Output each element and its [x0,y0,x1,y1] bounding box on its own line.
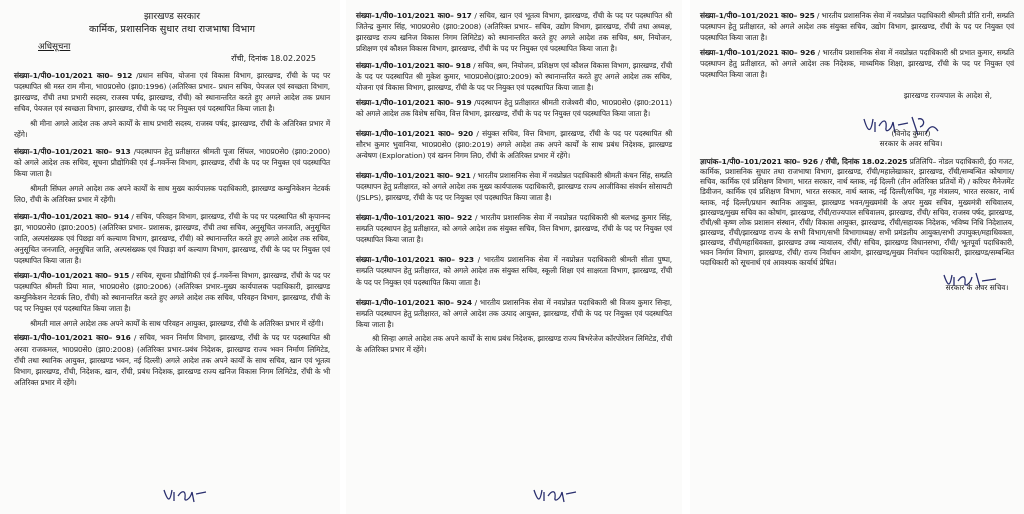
order-paragraph: संख्या–1/पी0–101/2021 का0– 921 / भारतीय प्रशासनिक सेवा में नवप्रोन्नत पदाधिकारी श्रीमती कंचन सिंह, सम्प्रति पदस्थापन हेतु प्रतीक्षारत, को अगले आदेश तक मुख्य कार्यपालक पदाधिकारी, झारखण्ड राज्य आजीविका संवर्धन सोसायटी (JSLPS), झारखण्ड, राँची के पद पर नियुक्त एवं पदस्थापित किया जाता है। [356,171,672,203]
order-paragraph: संख्या–1/पी0–101/2021 का0– 918 / सचिव, श्रम, नियोजन, प्रशिक्षण एवं कौशल विकास विभाग, झारखण्ड, राँची के पद पर पदस्थापित श्री मुकेश कुमार, भा0प्र0से0(झा0:2009) को स्थानान्तरित करते हुए अगले आदेश तक सचिव, योजना एवं विकास विभाग, झारखण्ड, राँची के पद पर नियुक्त एवं पदस्थापित किया जाता है। [356,61,673,93]
signature-initials [160,484,210,506]
signatory-name: (विनोद कुमार) [891,128,931,138]
notification-sheet-2 [346,0,682,514]
order-paragraph: श्रीमती सिंघल अगले आदेश तक अपने कार्यों के साथ मुख्य कार्यपालक पदाधिकारी, झारखण्ड कम्युनिकेशन नेटवर्क लि0, राँची के अतिरिक्त प्रभार में रहेंगी। [14,184,330,205]
order-paragraph: संख्या–1/पी0–101/2021 का0– 924 / भारतीय प्रशासनिक सेवा में नवप्रोन्नत पदाधिकारी श्री विजय कुमार सिन्हा, सम्प्रति पदस्थापन हेतु प्रतीक्षारत, को अगले आदेश तक उत्पाद आयुक्त, झारखण्ड, राँची के पद पर नियुक्त एवं पदस्थापित किया जाता है। [356,297,672,329]
notification-sheet-3 [690,0,1024,514]
copy-signatory-title: सरकार के अवर सचिव। [945,282,1009,292]
order-paragraph: संख्या–1/पी0–101/2021 का0– 917 / सचिव, खान एवं भूतत्व विभाग, झारखण्ड, राँची के पद पर पदस्थापित श्री जितेन्द्र कुमार सिंह, भा0प्र0से0 (झा0:2008) (अतिरिक्त प्रभार– सचिव, उद्योग विभाग, झारखण्ड, राँची तथा अध्यक्ष, झारखण्ड राज्य खनिज विकास निगम लिमिटेड) को स्थानान्तरित करते हुए अगले आदेश तक सचिव, श्रम, नियोजन, प्रशिक्षण एवं कौशल विकास विभाग, झारखण्ड, राँची के पद पर नियुक्त एवं पदस्थापित किया जाता है। [356,11,672,54]
copy-distribution-paragraph: ज्ञापांक–1/पी0–101/2021 का0– 926 / राँची, दिनांक 18.02.2025 प्रतिलिपि– नोडल पदाधिकारी, ई0 गजट, कार्मिक, प्रशासनिक सुधार तथा राजभाषा विभाग, झारखण्ड, राँची/महालेखाकार, झारखण्ड, राँची/सम्बन्धित कोषागार/ सचिव, कार्मिक एवं प्रशिक्षण विभाग, भारत सरकार, नार्थ ब्लाक, नई दिल्ली (तीन अतिरिक्त प्रतियों में) / करियर मैनेजमेंट डिवीजन, कार्मिक एवं प्रशिक्षण विभाग, भारत सरकार, नार्थ ब्लाक, नई दिल्ली/सचिव, गृह मंत्रालय, भारत सरकार, नार्थ ब्लाक, नई दिल्ली/प्रधान स्थानिक आयुक्त, झारखण्ड भवन/मुख्यमंत्री के अपर मुख्य सचिव, मुख्यमंत्री सचिवालय, झारखण्ड/मुख्य सचिव का कोषांग, झारखण्ड, राँची/राज्यपाल सचिवालय, झारखण्ड, राँची/ सचिव, राजस्व पर्षद, झारखण्ड, राँची/श्री कृष्ण लोक प्रशासन संस्थान, राँची/ विकास आयुक्त, झारखण्ड, राँची/सहायक निदेशक, भविष्य निधि निदेशालय, झारखण्ड, राँची/झारखण्ड राज्य के सभी विभाग/सभी विभागाध्यक्ष/ सभी प्रमंडलीय आयुक्त/सभी उपायुक्त/महाधिवक्ता, झारखण्ड, राँची/महाधिवक्ता, झारखण्ड उच्च न्यायालय, राँची/ सचिव, झारखण्ड विधानसभा, राँची/ भूतपूर्वा पदाधिकारी, भवन निर्माण विभाग, झारखण्ड, राँची/ राज्य निर्वाचन आयोग, झारखण्ड/मुख्य निर्वाचन पदाधिकारी, झारखण्ड/सम्बन्धित पदाधिकारी को सूचनार्थ एवं आवश्यक कार्यार्थ प्रेषित। [700,156,1015,268]
order-paragraph: संख्या–1/पी0–101/2021 का0– 919 /पदस्थापन हेतु प्रतीक्षारत श्रीमती राजेश्वरी बी0, भा0प्र0से0 (झा0:2011) को अगले आदेश तक विशेष सचिव, वित्त विभाग, झारखण्ड, राँची के पद पर नियुक्त एवं पदस्थापित किया जाता है। [356,97,673,118]
order-paragraph: श्री सिन्हा अगले आदेश तक अपने कार्यों के साथ प्रबंध निदेशक, झारखण्ड राज्य बिभरेजेज कॉरपोरेशन लिमिटेड, राँची के अतिरिक्त प्रभार में रहेंगे। [356,334,672,355]
order-paragraph: संख्या–1/पी0–101/2021 का0– 914 / सचिव, परिवहन विभाग, झारखण्ड, राँची के पद पर पदस्थापित श्री कृपानन्द झा, भा0प्र0से0 (झा0:2005) (अतिरिक्त प्रभार– प्रशासक, झारखण्ड, राँची तथा सचिव, अनुसूचित जनजाति, अनुसूचित जाति, अल्पसंख्यक एवं पिछड़ा वर्ग कल्याण विभाग, झारखण्ड, राँची) को स्थानान्तरित करते हुए अगले आदेश तक सचिव, अनुसूचित जनजाति, अनुसूचित जाति, अल्पसंख्यक एवं पिछड़ा वर्ग कल्याण विभाग, झारखण्ड, राँची के पद पर नियुक्त एवं पदस्थापित किया जाता है। [14,212,330,266]
order-paragraph: संख्या–1/पी0–101/2021 का0– 916 / सचिव, भवन निर्माण विभाग, झारखण्ड, राँची के पद पर पदस्थापित श्री अरवा राजकमल, भा0प्र0से0 (झा0:2008) (अतिरिक्त प्रभार–प्रबंध निदेशक, झारखण्ड राज्य भवन निर्माण लिमिटेड, राँची तथा स्थानिक आयुक्त, झारखण्ड भवन, नई दिल्ली) अगले आदेश तक अपने कार्यों के साथ सचिव, खान एवं भूतत्व विभाग, झारखण्ड, राँची, निदेशक, खान, राँची, प्रबंध निदेशक, झारखण्ड राज्य खनिज विकास निगम लिमिटेड, राँची के भी अतिरिक्त प्रभार में रहेंगे। [14,333,330,387]
order-paragraph: संख्या–1/पी0–101/2021 का0– 912 /प्रधान सचिव, योजना एवं विकास विभाग, झारखण्ड, राँची के पद पर पदस्थापित श्री मस्त राम मीना, भा0प्र0से0 (झा0:1996) (अतिरिक्त प्रभार– प्रधान सचिव, पेयजल एवं स्वच्छता विभाग, झारखण्ड, राँची तथा प्रभारी सदस्य, राजस्व पर्षद, झारखण्ड, राँची) को स्थानान्तरित करते हुए अगले आदेश तक प्रधान सचिव, पेयजल एवं स्वच्छता विभाग, झारखण्ड, राँची के पद पर नियुक्त एवं पदस्थापित किया जाता है। [14,71,331,114]
letterhead [14,10,330,36]
notification-sheet-1 [0,0,340,514]
order-paragraph: श्रीमती माल अगले आदेश तक अपने कार्यों के साथ परिवहन आयुक्त, झारखण्ड, राँची के अतिरिक्त प्रभार में रहेंगी। [30,318,324,328]
order-paragraph: संख्या–1/पी0–101/2021 का0– 925 / भारतीय प्रशासनिक सेवा में नवप्रोन्नत पदाधिकारी श्रीमती प्रीति रानी, सम्प्रति पदस्थापन हेतु प्रतीक्षारत, को अगले आदेश तक संयुक्त सचिव, उद्योग विभाग, झारखण्ड, राँची के पद पर नियुक्त एवं पदस्थापित किया जाता है। [700,11,1014,43]
by-order-line: झारखण्ड राज्यपाल के आदेश से, [903,90,992,100]
signature-initials [530,484,580,506]
order-paragraph: संख्या–1/पी0–101/2021 का0– 920 / संयुक्त सचिव, वित्त विभाग, झारखण्ड, राँची के पद पर पदस्थापित श्री सौरभ कुमार भुवानिया, भा0प्र0से0 (झा0:2019) अगले आदेश तक अपने कार्यों के साथ प्रबंध निदेशक, झारखण्ड अन्वेषण (Exploration) एवं खनन निगम लि0, राँची के अतिरिक्त प्रभार में रहेंगे। [356,129,672,161]
copy-signature-block [700,269,1014,299]
order-paragraph: संख्या–1/पी0–101/2021 का0– 915 / सचिव, सूचना प्रौद्योगिकी एवं ई–गवर्नेन्स विभाग, झारखण्ड, राँची के पद पर पदस्थापित श्रीमती प्रिया माल, भा0प्र0से0 (झा0:2006) (अतिरिक्त प्रभार–मुख्य कार्यपालक पदाधिकारी, झारखण्ड कम्युनिकेशन नेटवर्क लि0, राँची) को स्थानान्तरित करते हुए अगले आदेश तक सचिव, परिवहन विभाग, झारखण्ड, राँची के पद पर नियुक्त एवं पदस्थापित किया जाता है। [14,271,330,314]
order-paragraph: संख्या–1/पी0–101/2021 का0– 923 / भारतीय प्रशासनिक सेवा में नवप्रोन्नत पदाधिकारी श्रीमती सीता पुष्पा, सम्प्रति पदस्थापन हेतु प्रतीक्षारत, को अगले आदेश तक संयुक्त सचिव, स्कूली शिक्षा एवं साक्षरता विभाग, झारखण्ड, राँची के पद पर नियुक्त एवं पदस्थापित किया जाता है। [356,255,672,287]
document-date: राँची, दिनांक 18.02.2025 [231,54,316,63]
order-paragraph: संख्या–1/पी0–101/2021 का0– 926 / भारतीय प्रशासनिक सेवा में नवप्रोन्नत पदाधिकारी श्री प्रभात कुमार, सम्प्रति पदस्थापन हेतु प्रतीक्षारत, को अगले आदेश तक निदेशक, माध्यमिक शिक्षा, झारखण्ड, राँची के पद पर नियुक्त एवं पदस्थापित किया जाता है। [700,47,1014,79]
order-paragraph: श्री मीना अगले आदेश तक अपने कार्यों के साथ प्रभारी सदस्य, राजस्व पर्षद, झारखण्ड, राँची के अतिरिक्त प्रभार में रहेंगे। [14,118,330,139]
department-name: कार्मिक, प्रशासनिक सुधार तथा राजभाषा विभाग [89,24,255,35]
government-name: झारखण्ड सरकार [144,11,200,22]
order-paragraph: संख्या–1/पी0–101/2021 का0– 913 /पदस्थापन हेतु प्रतीक्षारत श्रीमती पूजा सिंघल, भा0प्र0से0 (झा0:2000) को अगले आदेश तक सचिव, सूचना प्रौद्योगिकी एवं ई–गवर्नेन्स विभाग, झारखण्ड, राँची के पद पर नियुक्त एवं पदस्थापित किया जाता है। [14,147,330,179]
signature-block [700,113,1014,153]
order-paragraph: संख्या–1/पी0–101/2021 का0– 922 / भारतीय प्रशासनिक सेवा में नवप्रोन्नत पदाधिकारी श्री बलभद्र कुमार सिंह, सम्प्रति पदस्थापन हेतु प्रतीक्षारत, को अगले आदेश तक संयुक्त सचिव, वित्त विभाग, झारखण्ड, राँची के पद पर नियुक्त एवं पदस्थापित किया जाता है। [356,213,672,245]
document-title: अधिसूचना [38,42,71,52]
signatory-title: सरकार के अवर सचिव। [879,138,943,148]
